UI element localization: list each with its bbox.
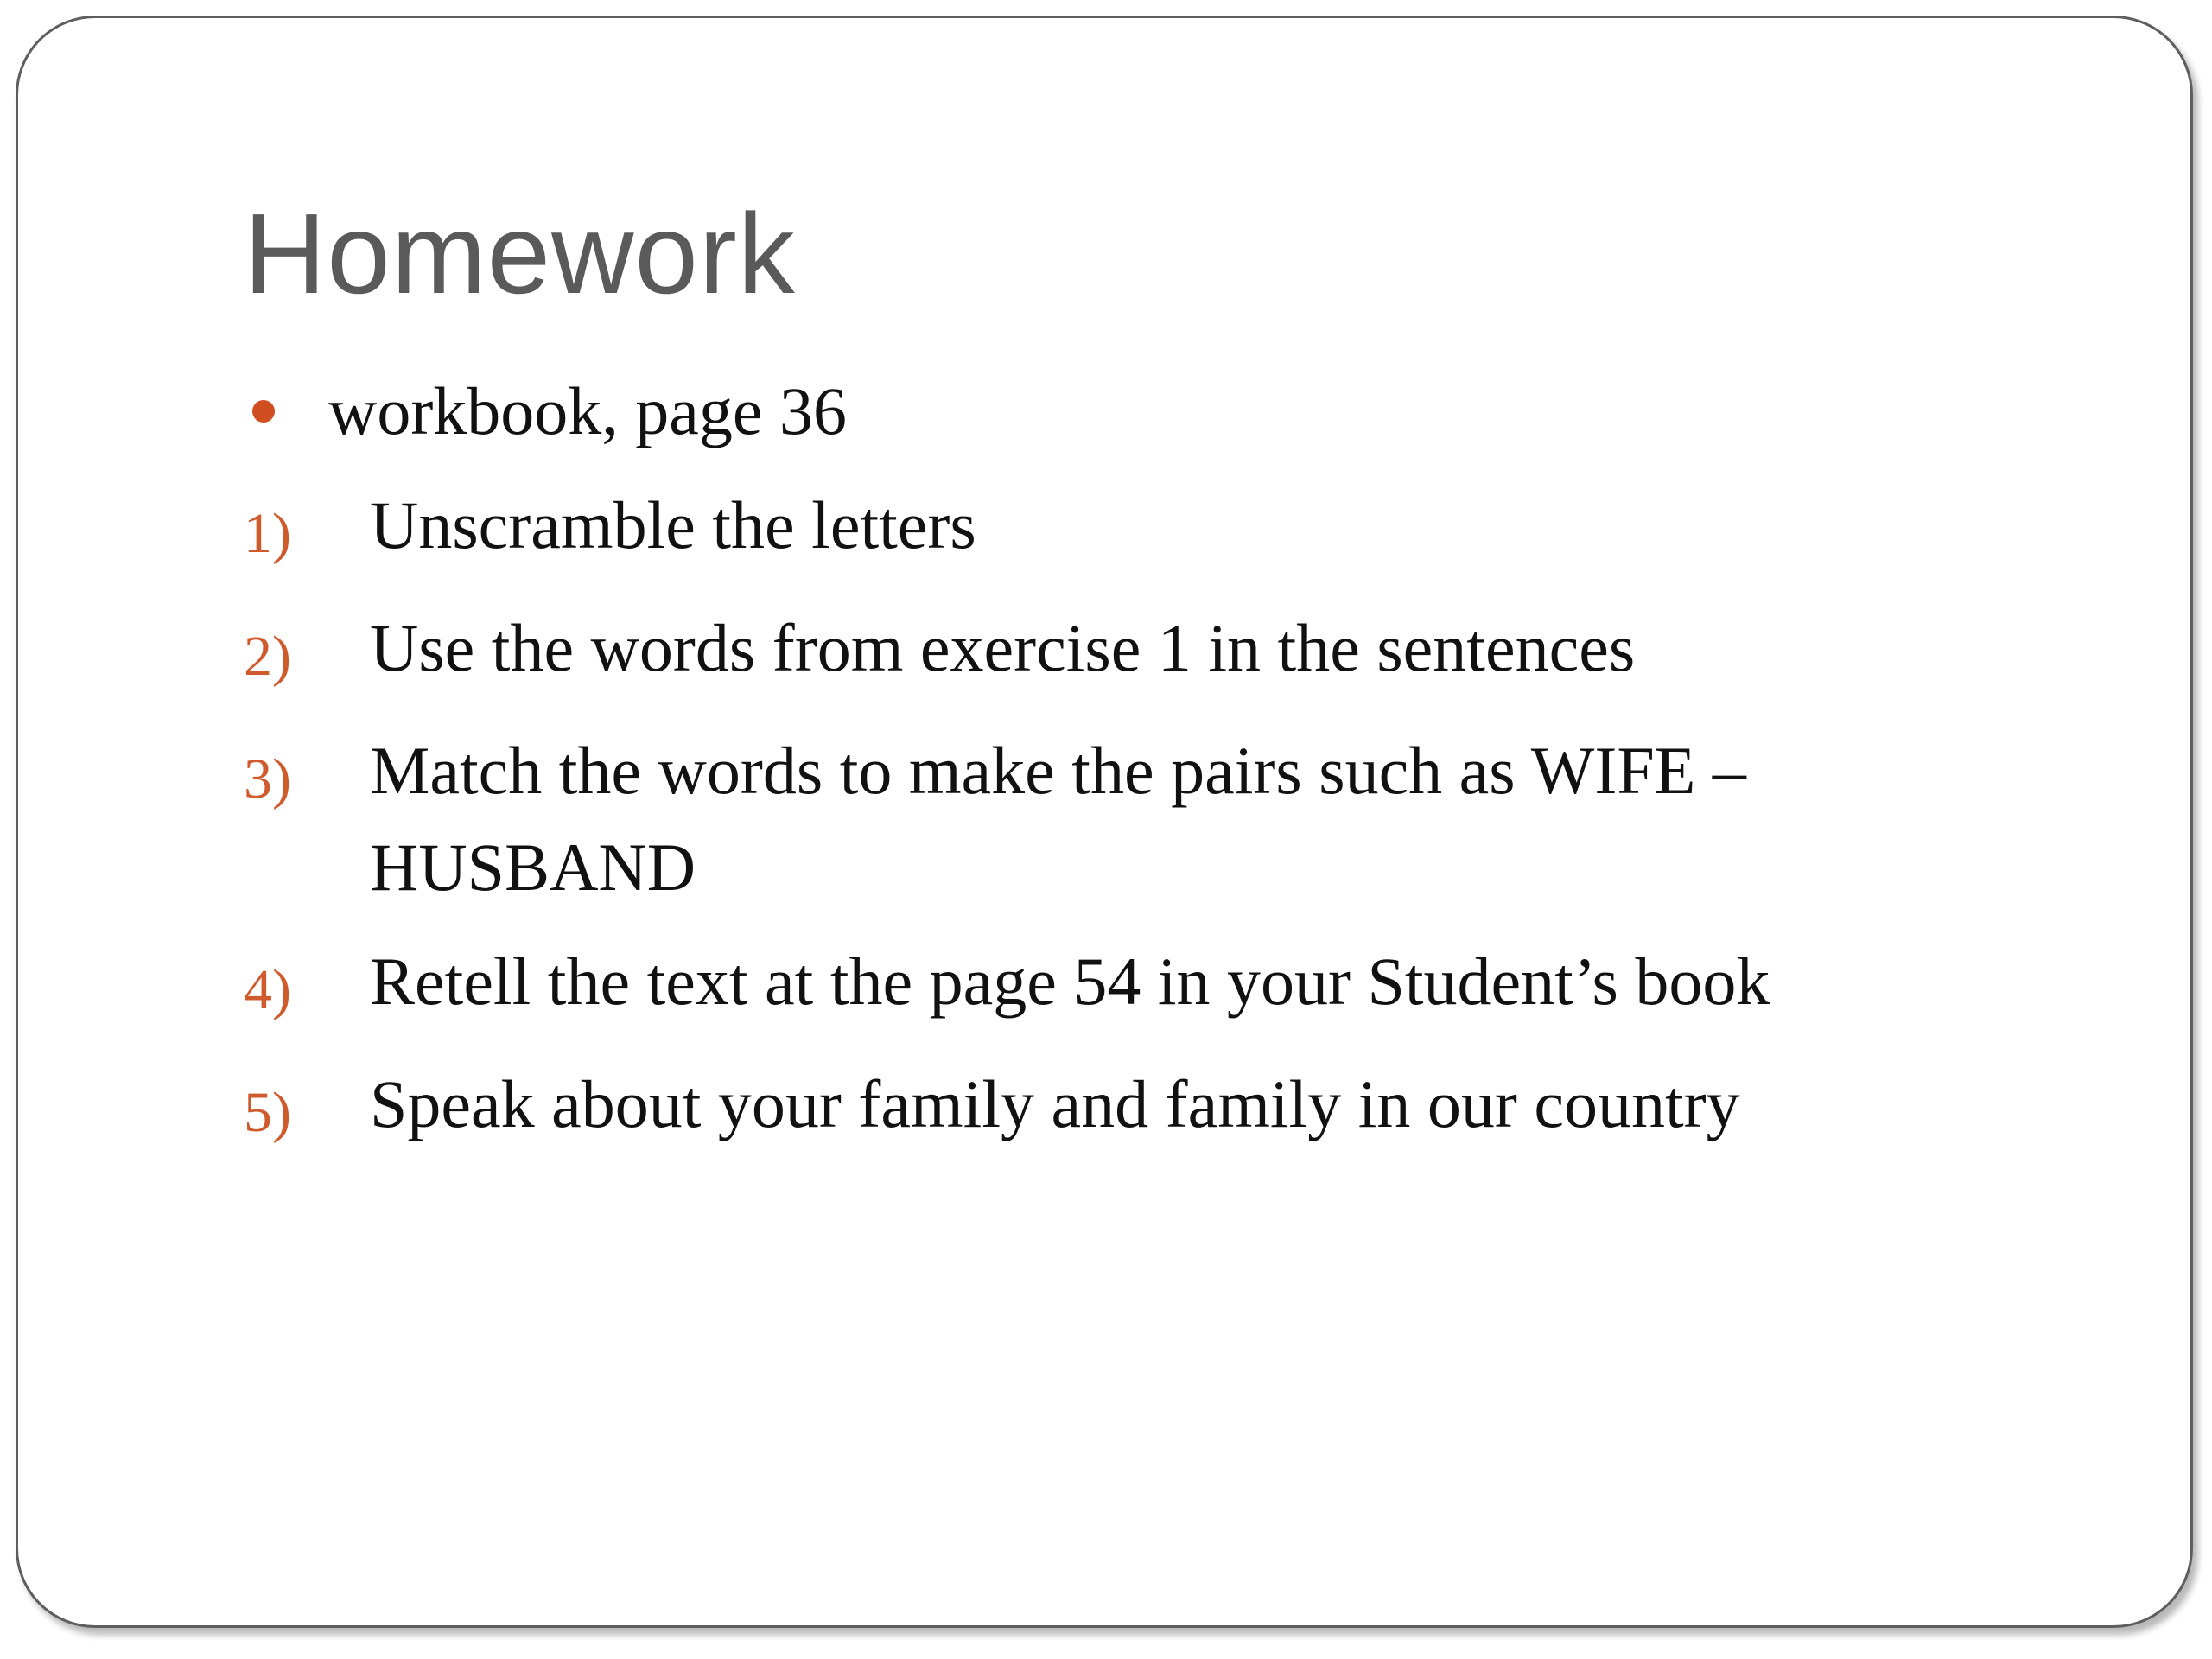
task-item-2 xyxy=(244,600,2015,705)
task-item-5 xyxy=(244,1056,2015,1161)
task-text: Retell the text at the page 54 in your Student’s book xyxy=(370,944,1770,1019)
task-number: 2) xyxy=(244,625,291,688)
task-text: Speak about your family and family in our country xyxy=(370,1066,1740,1141)
bullet-item xyxy=(244,363,2015,460)
task-number: 1) xyxy=(244,502,291,565)
homework-task-list xyxy=(244,477,2015,1161)
task-item-1 xyxy=(244,477,2015,582)
slide-title: Homework xyxy=(244,190,796,317)
task-text: Match the words to make the pairs such as WIFE – HUSBAND xyxy=(370,733,1746,905)
task-number: 3) xyxy=(244,747,291,810)
task-text: Unscramble the letters xyxy=(370,487,976,563)
bullet-text: workbook, page 36 xyxy=(328,373,848,448)
slide-body xyxy=(244,363,2015,1161)
task-number: 4) xyxy=(244,958,291,1021)
bullet-dot-icon xyxy=(252,400,275,423)
task-text: Use the words from exercise 1 in the sentences xyxy=(370,610,1636,685)
task-number: 5) xyxy=(244,1081,291,1144)
task-item-3 xyxy=(244,722,2015,916)
task-item-4 xyxy=(244,933,2015,1039)
